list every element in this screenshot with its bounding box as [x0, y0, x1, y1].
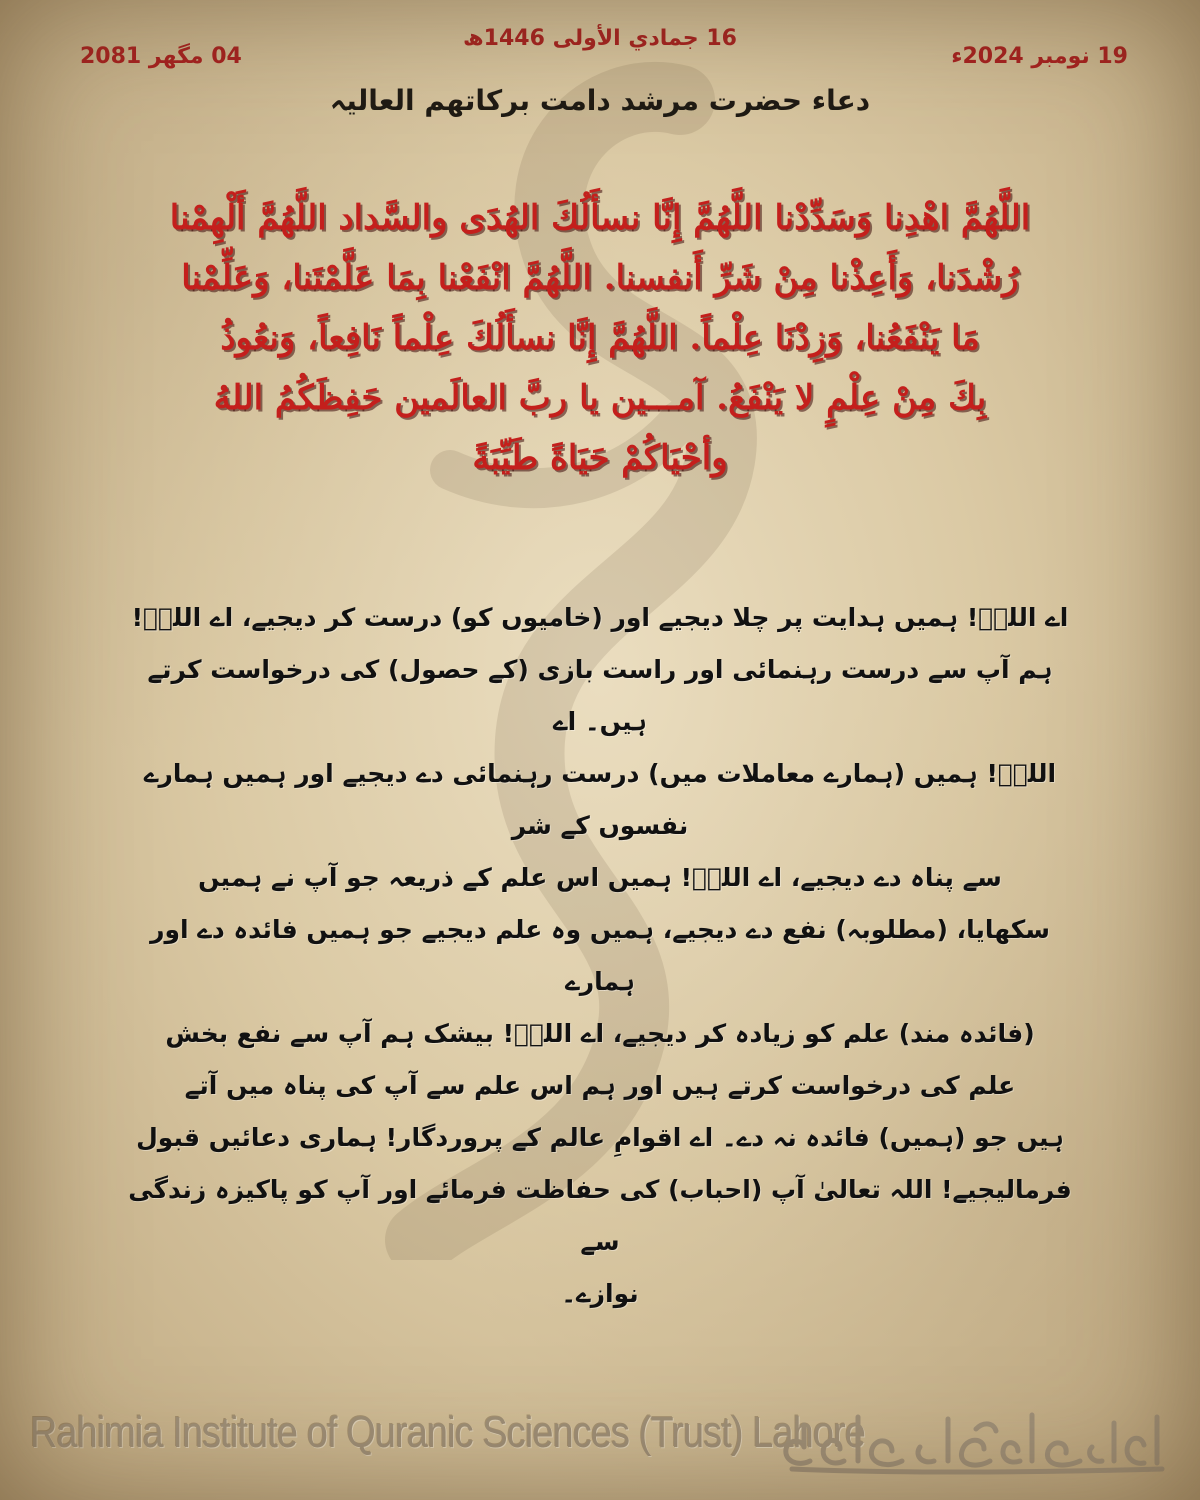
arabic-dua — [100, 188, 1100, 488]
arabic-line: اللَّهُمَّ اهْدِنا وَسَدِّدْنا اللَّهُمَّ إِنَّا نسأَلُكَ الهُدَى والسَّداد اللَّهُمَّ أَلْهِمْنا — [169, 198, 1031, 238]
gregorian-date: 19 نومبر 2024ء — [951, 44, 1128, 69]
urdu-line: سے پناہ دے دیجیے، اے اللہؒ! ہمیں اس علم کے ذریعہ جو آپ نے ہمیں — [198, 863, 1002, 892]
arabic-line: مَا يَنْفَعُنا، وَزِدْنَا عِلْماً. اللَّهُمَّ إِنَّا نسأَلُكَ عِلْماً نَافِعاً، وَنعُوذُ — [220, 318, 980, 358]
hijri-date: 16 جمادي الأولى 1446ھ — [463, 26, 737, 51]
urdu-translation — [120, 592, 1080, 1320]
urdu-line: سکھایا، (مطلوبہ) نفع دے دیجیے، ہمیں وہ علم دیجیے جو ہمیں فائدہ دے اور ہمارے — [150, 915, 1050, 996]
urdu-line: اے اللہؒ! ہمیں ہدایت پر چلا دیجیے اور (خامیوں کو) درست کر دیجیے، اے اللہؒ! — [131, 603, 1069, 632]
urdu-line: نوازے۔ — [561, 1279, 639, 1308]
page-heading: دعاء حضرت مرشد دامت برکاتھم العالیہ — [329, 84, 871, 117]
urdu-line: (فائدہ مند) علم کو زیادہ کر دیجیے، اے اللہؒ! بیشک ہم آپ سے نفع بخش — [165, 1019, 1035, 1048]
urdu-line: اللہؒ! ہمیں (ہمارے معاملات میں) درست رہنمائی دے دیجیے اور ہمیں ہمارے نفسوں کے شر — [143, 759, 1057, 840]
institute-name-english: Rahimia Institute of Quranic Sciences (Trust) Lahore — [30, 1408, 866, 1457]
arabic-line: وأحْيَاكُمْ حَيَاةً طَيِّبَةً — [472, 438, 728, 478]
bikrami-date: 04 مگھر 2081 — [80, 44, 242, 69]
urdu-line: فرمالیجیے! اللہ تعالیٰ آپ (احباب) کی حفاظت فرمائے اور آپ کو پاکیزہ زندگی سے — [128, 1175, 1072, 1256]
arabic-line: بِكَ مِنْ عِلْمٍ لا يَنْفَعُ. آمـــين يا ربَّ العالَمين حَفِظَكُمُ اللهُ — [213, 378, 987, 418]
urdu-line: علم کی درخواست کرتے ہیں اور ہم اس علم سے آپ کی پناہ میں آتے — [184, 1071, 1016, 1100]
urdu-line: ہیں جو (ہمیں) فائدہ نہ دے۔ اے اقوامِ عالم کے پروردگار! ہماری دعائیں قبول — [136, 1123, 1064, 1152]
urdu-line: ہم آپ سے درست رہنمائی اور راست بازی (کے حصول) کی درخواست کرتے ہیں۔ اے — [147, 655, 1053, 736]
arabic-line: رُشْدَنا، وَأَعِذْنا مِنْ شَرِّ أَنفسنا. اللَّهُمَّ انْفَعْنا بِمَا عَلَّمْتَنا، وَعَلِّمْنا — [181, 258, 1019, 298]
institute-calligraphy-logo-icon — [762, 1395, 1172, 1475]
